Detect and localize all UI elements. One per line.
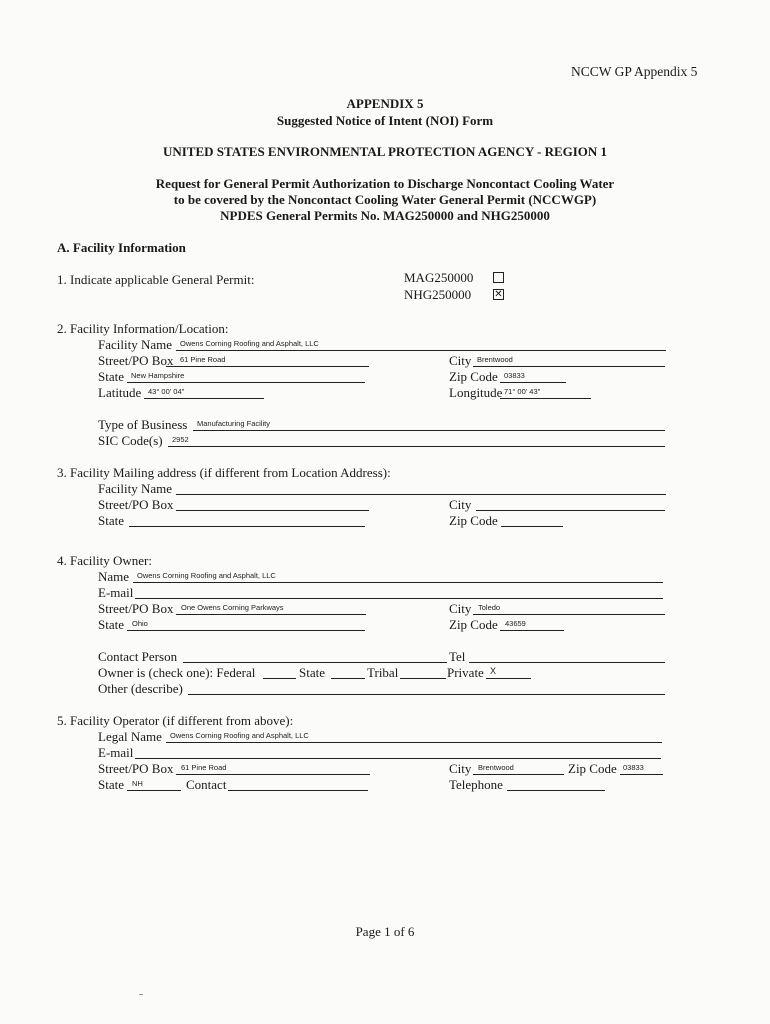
operator-state-value: NH [132, 779, 143, 788]
facility-name-label: Facility Name [98, 337, 173, 352]
owner-street-label: Street/PO Box [98, 601, 174, 616]
contact-person-field[interactable] [183, 648, 447, 663]
owner-type-state-label: State [299, 665, 325, 680]
owner-email-field[interactable] [135, 584, 663, 599]
operator-street-value: 61 Pine Road [181, 763, 227, 772]
zip-value: 03833 [504, 371, 525, 380]
owner-name-value: Owens Corning Roofing and Asphalt, LLC [137, 571, 276, 580]
operator-telephone-label: Telephone [449, 777, 503, 792]
owner-street-value: One Owens Corning Parkways [181, 603, 284, 612]
contact-person-label: Contact Person [98, 649, 178, 664]
q5-label: 5. Facility Operator (if different from above): [57, 713, 294, 728]
business-type-label: Type of Business [98, 417, 188, 432]
mailing-facility-name-field[interactable] [176, 480, 666, 495]
operator-city-value: Brentwood [478, 763, 514, 772]
owner-city-value: Toledo [478, 603, 501, 612]
operator-zip-value: 03833 [623, 763, 644, 772]
mailing-facility-name-label: Facility Name [98, 481, 173, 496]
other-describe-label: Other (describe) [98, 681, 183, 696]
checkbox-mag250000[interactable] [493, 272, 504, 283]
latitude-label: Latitude [98, 385, 142, 400]
facility-name-value: Owens Corning Roofing and Asphalt, LLC [180, 339, 319, 348]
operator-street-label: Street/PO Box [98, 761, 174, 776]
owner-zip-label: Zip Code [449, 617, 498, 632]
state-value: New Hampshire [131, 371, 185, 380]
operator-telephone-field[interactable] [507, 776, 605, 791]
operator-city-label: City [449, 761, 472, 776]
mailing-zip-label: Zip Code [449, 513, 498, 528]
owner-state-field[interactable] [127, 616, 365, 631]
owner-state-value: Ohio [132, 619, 148, 628]
operator-contact-field[interactable] [228, 776, 368, 791]
owner-type-state-field[interactable] [331, 664, 365, 679]
mailing-city-label: City [449, 497, 472, 512]
operator-state-label: State [98, 777, 124, 792]
appendix-title: APPENDIX 5 [346, 96, 424, 111]
owner-zip-value: 43659 [505, 619, 526, 628]
city-value: Brentwood [477, 355, 513, 364]
mailing-city-field[interactable] [476, 496, 665, 511]
permit-option-ma: MAG250000 [404, 270, 474, 285]
operator-email-field[interactable] [135, 744, 661, 759]
request-line-1: Request for General Permit Authorization to Discharge Noncontact Cooling Water [155, 176, 615, 191]
business-type-value: Manufacturing Facility [197, 419, 270, 428]
mailing-state-field[interactable] [129, 512, 365, 527]
sic-code-value: 2952 [172, 435, 189, 444]
checkbox-nhg250000[interactable]: ✕ [494, 289, 503, 300]
sic-code-label: SIC Code(s) [98, 433, 163, 448]
appendix-reference: NCCW GP Appendix 5 [571, 64, 698, 79]
street-value: 61 Pine Road [180, 355, 226, 364]
owner-type-federal-field[interactable] [263, 664, 296, 679]
mailing-street-field[interactable] [176, 496, 369, 511]
owner-state-label: State [98, 617, 124, 632]
q3-label: 3. Facility Mailing address (if different from Location Address): [57, 465, 391, 480]
owner-city-field[interactable] [473, 600, 665, 615]
q1-label: 1. Indicate applicable General Permit: [57, 272, 255, 287]
street-label: Street/PO Box [98, 353, 174, 368]
tel-field[interactable] [469, 648, 665, 663]
city-label: City [449, 353, 472, 368]
owner-email-label: E-mail [98, 585, 134, 600]
form-title: Suggested Notice of Intent (NOI) Form [276, 113, 494, 128]
owner-type-private-mark: X [490, 666, 497, 676]
q2-label: 2. Facility Information/Location: [57, 321, 229, 336]
permit-option-nh: NHG250000 [404, 287, 472, 302]
agency-title: UNITED STATES ENVIRONMENTAL PROTECTION AGENCY - REGION 1 [162, 144, 608, 159]
zip-label: Zip Code [449, 369, 498, 384]
legal-name-value: Owens Corning Roofing and Asphalt, LLC [170, 731, 309, 740]
longitude-value: 71° 00' 43" [504, 387, 541, 396]
request-line-2: to be covered by the Noncontact Cooling Water General Permit (NCCWGP) [173, 192, 597, 207]
owner-city-label: City [449, 601, 472, 616]
section-a-title: A. Facility Information [57, 240, 186, 255]
request-line-3: NPDES General Permits No. MAG250000 and NHG250000 [220, 208, 550, 223]
other-describe-field[interactable] [188, 680, 665, 695]
longitude-label: Longitude [449, 385, 503, 400]
state-label: State [98, 369, 124, 384]
scan-speck [139, 994, 143, 995]
q4-label: 4. Facility Owner: [57, 553, 152, 568]
page-number: Page 1 of 6 [355, 924, 415, 939]
legal-name-label: Legal Name [98, 729, 162, 744]
owner-type-tribal-field[interactable] [400, 664, 446, 679]
owner-name-label: Name [98, 569, 130, 584]
mailing-state-label: State [98, 513, 124, 528]
operator-contact-label: Contact [186, 777, 227, 792]
mailing-street-label: Street/PO Box [98, 497, 174, 512]
operator-zip-label: Zip Code [568, 761, 617, 776]
tel-label: Tel [449, 649, 466, 664]
mailing-zip-field[interactable] [501, 512, 563, 527]
owner-type-private-label: Private [447, 665, 484, 680]
operator-email-label: E-mail [98, 745, 134, 760]
owner-type-tribal-label: Tribal [367, 665, 399, 680]
latitude-value: 43° 00' 04" [148, 387, 185, 396]
owner-type-label: Owner is (check one): Federal [98, 665, 256, 680]
sic-code-field[interactable] [168, 432, 665, 447]
